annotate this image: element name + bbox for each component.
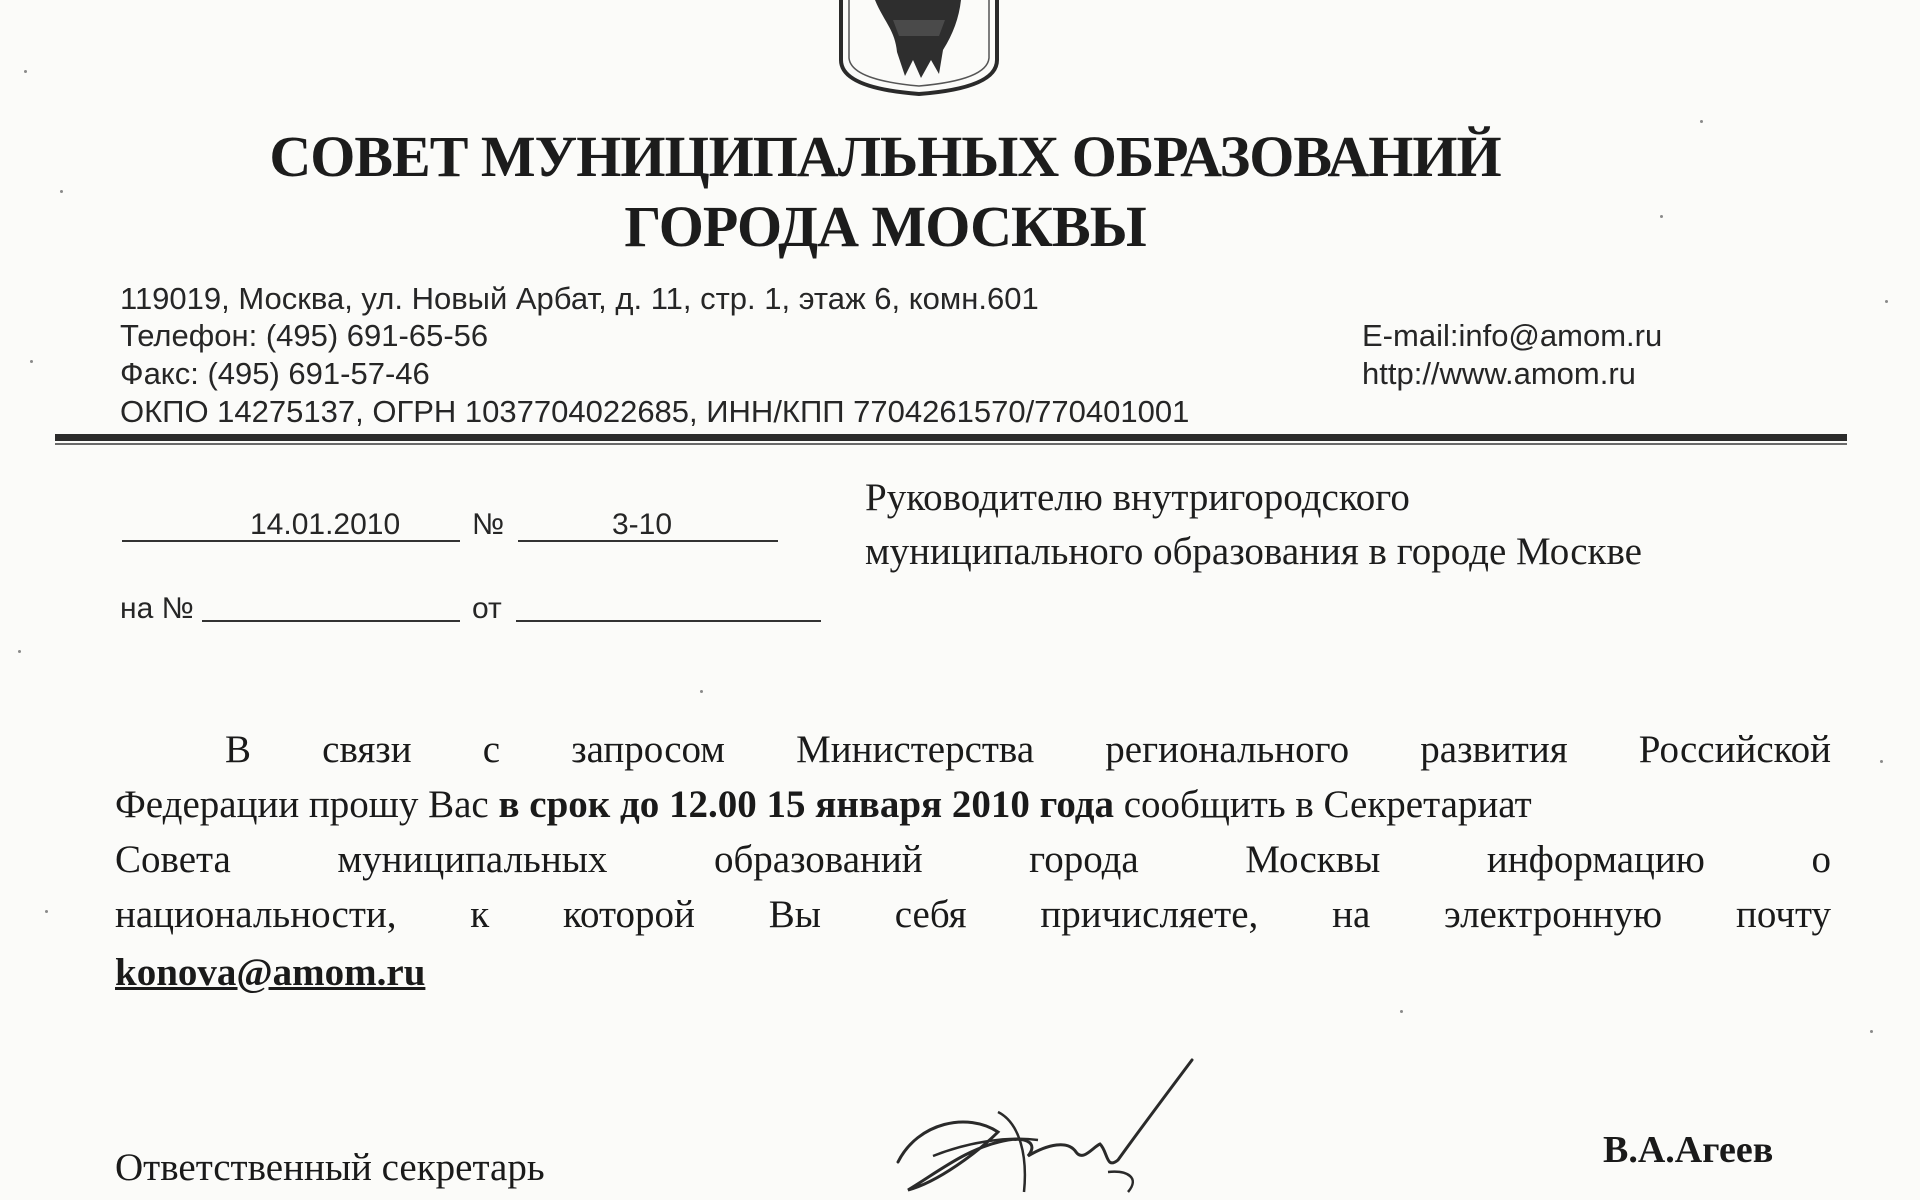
address-registry: ОКПО 14275137, ОГРН 1037704022685, ИНН/КПП 7704261570/770401001: [120, 394, 1190, 429]
body-line3: Совета муниципальных образований города Москвы информацию о: [115, 838, 1831, 881]
address-fax: Факс: (495) 691-57-46: [120, 356, 430, 391]
body-line2: [115, 785, 1532, 824]
letter-number-label: №: [472, 508, 505, 541]
recipient-line2: муниципального образования в городе Москве: [865, 530, 1642, 573]
letter-date: 14.01.2010: [250, 508, 401, 541]
address-phone: Телефон: (495) 691-65-56: [120, 318, 489, 353]
header-divider-thin: [55, 443, 1847, 445]
reply-number-underline: [202, 620, 460, 622]
body-line1: В связи с запросом Министерства регионального развития Российской: [225, 728, 1831, 771]
body-line2-end: сообщить в Секретариат: [1114, 783, 1532, 826]
contact-email: E-mail:info@amom.ru: [1362, 318, 1663, 353]
handwritten-signature: [878, 1052, 1198, 1200]
body-line4: национальности, к которой Вы себя причисляете, на электронную почту: [115, 893, 1831, 936]
contact-website: http://www.amom.ru: [1362, 356, 1636, 391]
signer-name: В.А.Агеев: [1603, 1129, 1774, 1171]
organization-title-line1: СОВЕТ МУНИЦИПАЛЬНЫХ ОБРАЗОВАНИЙ: [269, 124, 1501, 189]
body-line2-start: Федерации прошу Вас: [115, 783, 499, 826]
organization-title-line2: ГОРОДА МОСКВЫ: [624, 194, 1146, 259]
deadline-emphasis: в срок до 12.00 15 января 2010 года: [498, 783, 1114, 826]
coat-of-arms-emblem: [835, 0, 1003, 96]
reply-number-label: на №: [120, 592, 194, 625]
letter-number: 3-10: [612, 508, 673, 541]
reply-from-label: от: [472, 592, 502, 625]
recipient-line1: Руководителю внутригородского: [865, 476, 1410, 519]
address-street: 119019, Москва, ул. Новый Арбат, д. 11, стр. 1, этаж 6, комн.601: [120, 281, 1039, 316]
header-divider: [55, 434, 1847, 441]
reply-from-underline: [516, 620, 821, 622]
email-link[interactable]: konova@amom.ru: [115, 951, 426, 994]
signer-position: Ответственный секретарь: [115, 1146, 545, 1189]
